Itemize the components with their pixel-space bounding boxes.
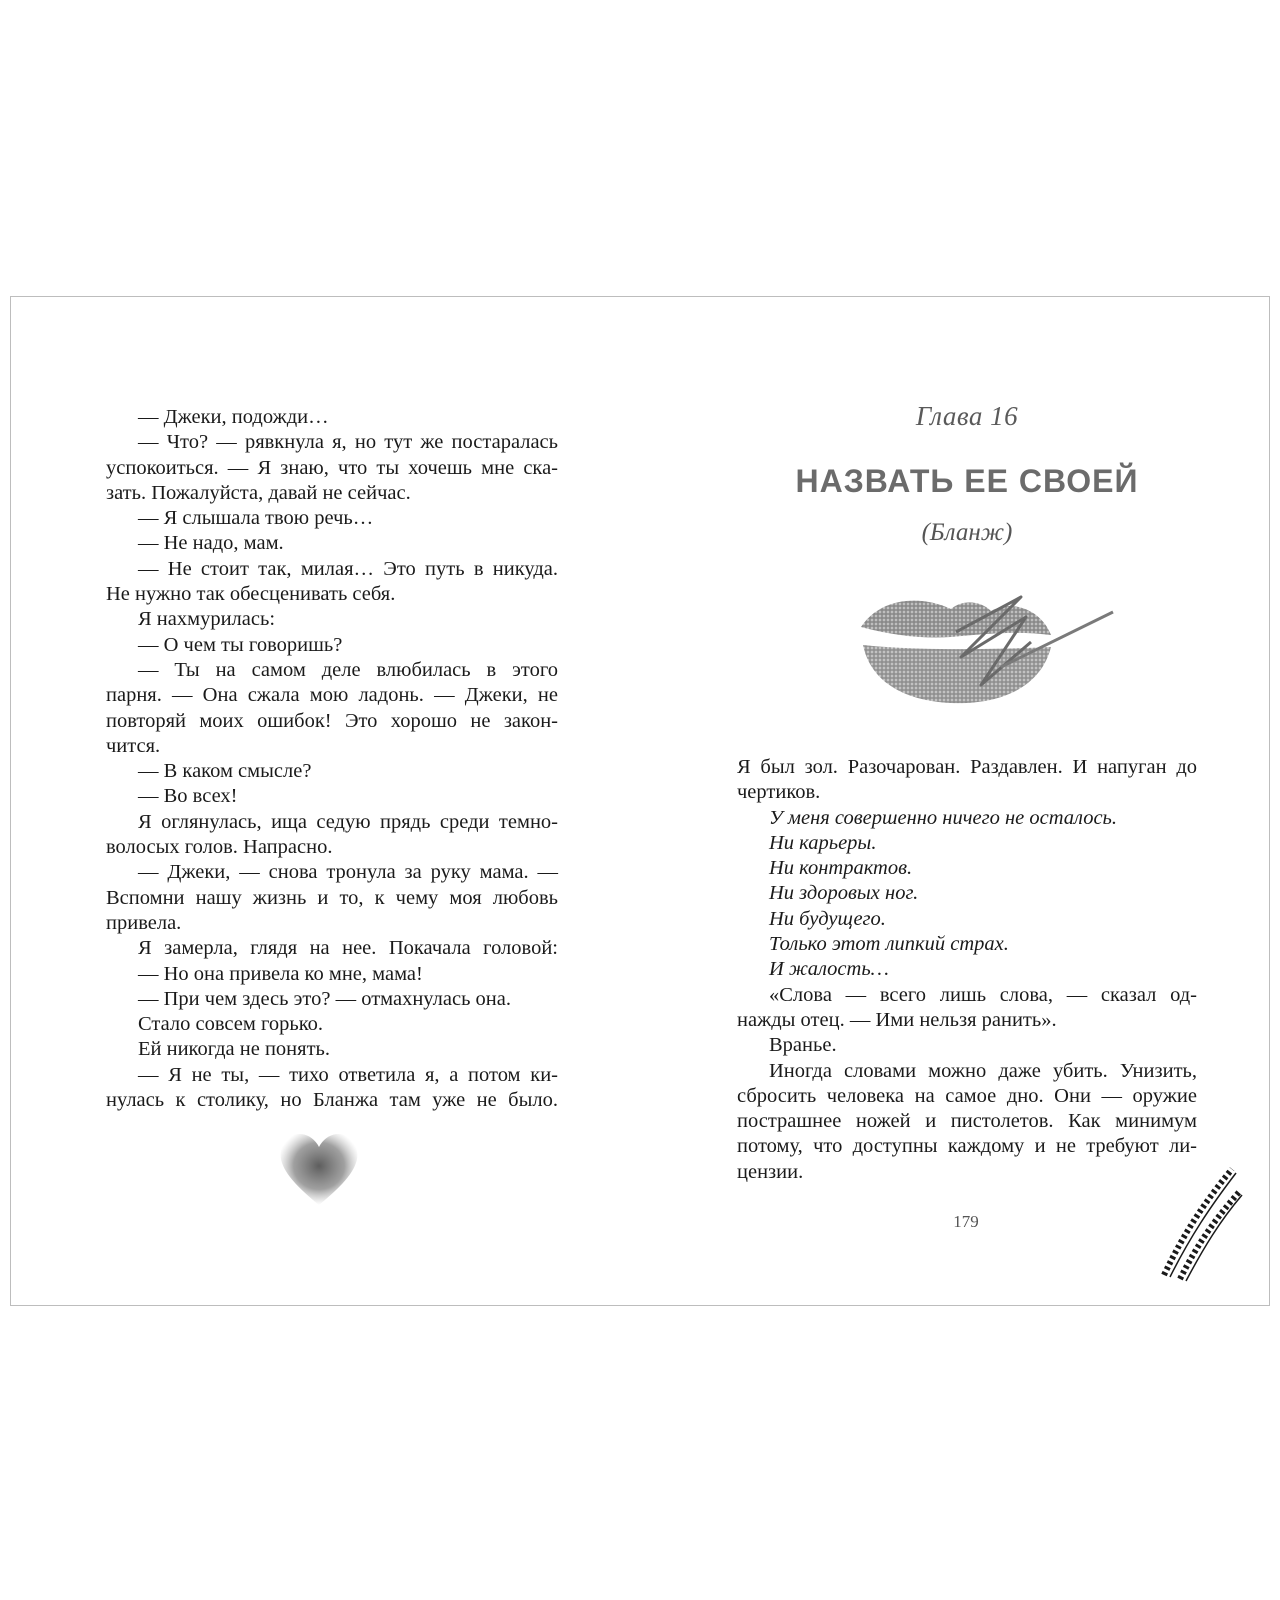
chapter-label: Глава 16 [915,401,1019,431]
text-line: Я оглянулась, ища седую прядь среди темно- [138,810,558,833]
left-page-text [106,405,558,1113]
tire-tread-icon [1154,1163,1244,1283]
text-line: Не нужно так обесценивать себя. [106,583,396,606]
text-line: — Что? — рявкнула я, но тут же постаралась [138,431,558,454]
text-line: Я был зол. Разочарован. Раздавлен. И напуган до [737,756,1197,778]
text-line: чертиков. [737,781,821,804]
text-line: зать. Пожалуйста, давай не сейчас. [106,481,411,504]
text-line: — Джеки, подожди… [138,406,329,428]
text-line: — Но она привела ко мне, мама! [138,962,423,985]
text-line: Я нахмурилась: [138,608,276,631]
book-spread [10,296,1270,1306]
right-page-text [737,755,1197,1185]
text-line: — О чем ты говоришь? [138,633,343,656]
text-line: пострашнее ножей и пистолетов. Как минимум [737,1110,1197,1133]
text-line: потому, что доступны каждому и не требуют ли- [737,1135,1197,1158]
page-number: 179 [953,1212,979,1231]
text-line: Иногда словами можно даже убить. Унизить, [769,1059,1197,1082]
text-line: Стало совсем горько. [138,1013,323,1036]
text-line: волосых голов. Напрасно. [106,836,333,859]
text-line: Ни здоровых ног. [769,882,919,905]
text-line: — В каком смысле? [138,760,312,783]
spray-heart-icon [269,1117,369,1217]
text-line: — Ты на самом деле влюбилась в этого [138,658,558,681]
text-line: Вспомни нашу жизнь и то, к чему моя любовь [106,886,558,909]
text-line: парня. — Она сжала мою ладонь. — Джеки, не [106,684,558,707]
text-line: — Не надо, мам. [138,532,284,555]
text-line: — При чем здесь это? — отмахнулась она. [138,987,511,1010]
text-line: — Во всех! [138,785,238,808]
lipstick-kiss-icon [851,587,1131,717]
text-line: повторяй моих ошибок! Это хорошо не закон- [106,709,558,732]
text-line: — Не стоит так, милая… Это путь в никуда. [138,557,558,580]
text-line: Ей никогда не понять. [138,1038,331,1061]
text-line: сбросить человека на самое дно. Они — оружие [737,1084,1197,1107]
text-line: — Джеки, — снова тронула за руку мама. — [138,861,558,884]
text-line: «Слова — всего лишь слова, — сказал од- [769,983,1197,1006]
text-line: привела. [106,911,182,934]
text-line: Только этот липкий страх. [769,933,1009,956]
text-line: Я замерла, глядя на нее. Покачала головой: [138,937,558,960]
text-line: Вранье. [769,1034,837,1057]
text-line: нажды отец. — Ими нельзя ранить». [737,1008,1057,1031]
text-line: цензии. [737,1160,804,1183]
text-line: — Я слышала твою речь… [138,507,374,530]
chapter-title: НАЗВАТЬ ЕЕ СВОЕЙ [795,463,1139,499]
text-line: успокоиться. — Я знаю, что ты хочешь мне ска- [106,456,558,479]
text-line: И жалость… [769,958,889,981]
text-line: чится. [106,734,161,757]
chapter-subtitle: (Бланж) [921,519,1013,546]
text-line: — Я не ты, — тихо ответила я, а потом ки- [138,1063,558,1086]
text-line: Ни контрактов. [769,857,913,880]
text-line: нулась к столику, но Бланжа там уже не было. [106,1089,558,1112]
text-line: У меня совершенно ничего не осталось. [769,806,1118,829]
text-line: Ни карьеры. [769,831,877,854]
text-line: Ни будущего. [769,907,886,930]
